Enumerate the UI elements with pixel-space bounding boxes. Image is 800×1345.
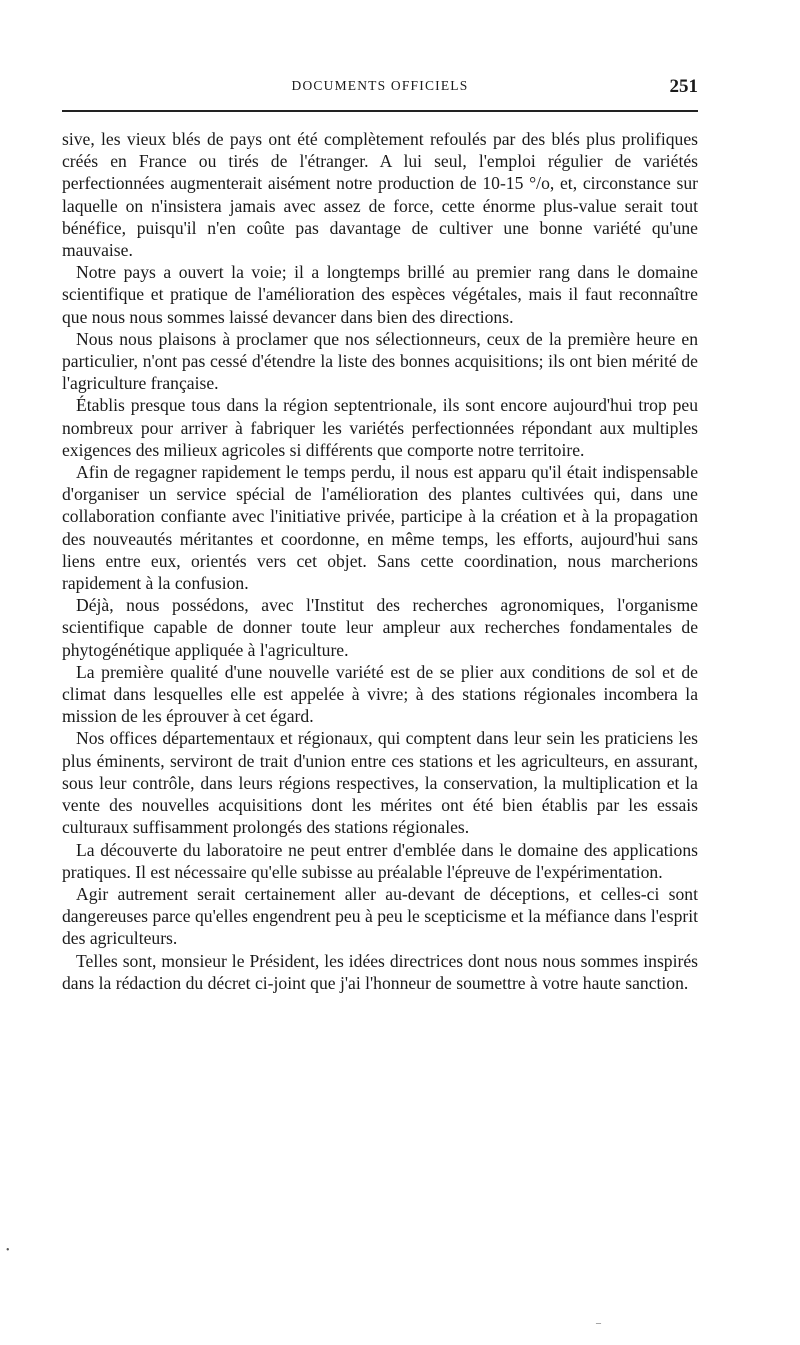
paragraph: Nous nous plaisons à proclamer que nos sélectionneurs, ceux de la première heure en particulier, n'ont pas cessé d'étendre la liste des bonnes acquisitions; ils ont bien mérité de l'agriculture française. [62,328,698,394]
scan-speck: – [596,1318,601,1329]
page-header [62,76,698,100]
paragraph: La découverte du laboratoire ne peut entrer d'emblée dans le domaine des applications pratiques. Il est nécessaire qu'elle subisse au préalable l'épreuve de l'expérimentation. [62,839,698,882]
body-text [62,128,698,994]
paragraph: La première qualité d'une nouvelle variété est de se plier aux conditions de sol et de climat dans lesquelles elle est appelée à vivre; à des stations régionales incombera la mission de les éprouver à cet égard. [62,661,698,727]
paragraph: Déjà, nous possédons, avec l'Institut des recherches agronomiques, l'organisme scientifique capable de donner toute leur ampleur aux recherches fondamentales de phytogénétique appliquée à l'agriculture. [62,595,698,660]
paragraph: Notre pays a ouvert la voie; il a longtemps brillé au premier rang dans le domaine scientifique et pratique de l'amélioration des espèces végétales, mais il faut reconnaître que nous nous sommes laissé devancer dans bien des directions. [62,262,698,327]
paragraph: Établis presque tous dans la région septentrionale, ils sont encore aujourd'hui trop peu nombreux pour arriver à fabriquer les variétés perfectionnées répondant aux multiples exigences des milieux agricoles si différents que comporte notre territoire. [62,395,698,460]
paragraph: sive, les vieux blés de pays ont été complètement refoulés par des blés plus prolifiques créés en France ou tirés de l'étranger. A lui seul, l'emploi régulier de variétés perfectionnées augmenterait aisément notre production de 10-15 °/o, et, circonstance sur laquelle on n'insistera jamais avec assez de force, cette énorme plus-value serait tout bénéfice, puisqu'il n'en coûte pas davantage de cultiver une bonne variété qu'une mauvaise. [62,129,698,261]
paragraph: Agir autrement serait certainement aller au-devant de déceptions, et celles-ci sont dangereuses parce qu'elles engendrent peu à peu le scepticisme et la méfiance dans l'esprit des agriculteurs. [62,883,698,949]
page-number: 251 [669,76,698,97]
paragraph: Nos offices départementaux et régionaux, qui comptent dans leur sein les praticiens les plus éminents, serviront de trait d'union entre ces stations et les agriculteurs, en assurant, sous leur contrôle, dans leurs régions respectives, la conservation, la multiplication et la vente des nouvelles acquisitions dont les mérites ont été bien établis par les essais culturaux suffisamment prolongés des stations régionales. [62,728,698,838]
running-title: DOCUMENTS OFFICIELS [291,78,469,93]
paragraph: Telles sont, monsieur le Président, les idées directrices dont nous nous sommes inspirés dans la rédaction du décret ci-joint que j'ai l'honneur de soumettre à votre haute sanction. [62,950,698,993]
paragraph: Afin de regagner rapidement le temps perdu, il nous est apparu qu'il était indispensable d'organiser un service spécial de l'amélioration des plantes cultivées qui, dans une collaboration confiante avec l'initiative privée, participe à la création et à la propagation des nouveautés méritantes et coordonne, en même temps, les efforts, aujourd'hui sans liens entre eux, orientés vers cet objet. Sans cette coordination, nous marcherions rapidement à la confusion. [62,462,698,594]
scan-speck: • [6,1245,10,1256]
header-rule [62,110,698,112]
